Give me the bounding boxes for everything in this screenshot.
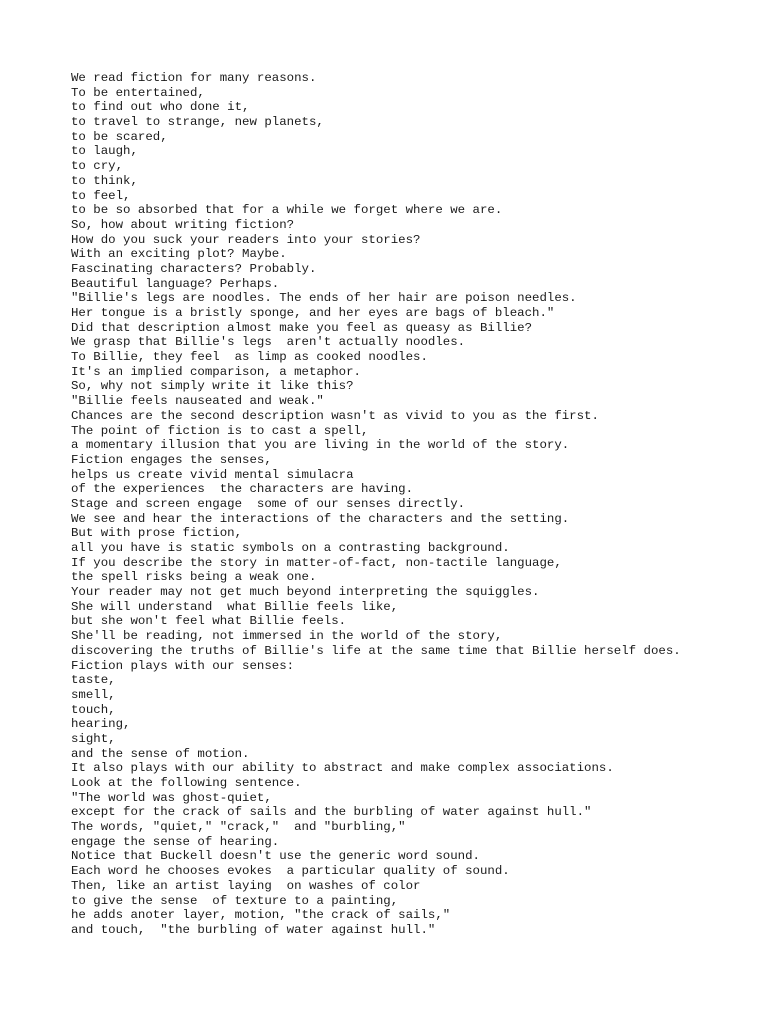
text-line: The point of fiction is to cast a spell,	[71, 423, 369, 438]
text-line: So, how about writing fiction?	[71, 217, 295, 232]
text-line: to laugh,	[71, 144, 138, 159]
text-line: all you have is static symbols on a contrasting background.	[71, 541, 510, 555]
text-line: She will understand what Billie feels like,	[71, 599, 399, 614]
text-line: It's an implied comparison, a metaphor.	[71, 364, 361, 379]
text-line: to be so absorbed that for a while we forget where we are.	[71, 203, 503, 218]
text-line: "Billie feels nauseated and weak."	[71, 394, 324, 409]
text-line: We see and hear the interactions of the characters and the setting.	[71, 511, 570, 526]
text-line: to travel to strange, new planets,	[71, 115, 324, 130]
text-line: Fiction plays with our senses:	[71, 658, 295, 673]
text-line: If you describe the story in matter-of-fact, non-tactile language,	[71, 555, 562, 570]
text-line: Chances are the second description wasn't as vivid to you as the first.	[71, 408, 599, 423]
text-line: the spell risks being a weak one.	[71, 570, 317, 585]
text-line: to feel,	[71, 188, 131, 203]
text-line: to be scared,	[71, 129, 168, 144]
text-line: "Billie's legs are noodles. The ends of her hair are poison needles.	[71, 291, 577, 306]
text-line: Each word he chooses evokes a particular quality of sound.	[71, 864, 510, 879]
text-line: of the experiences the characters are having.	[71, 482, 414, 497]
text-line: to think,	[71, 173, 138, 188]
text-line: It also plays with our ability to abstract and make complex associations.	[71, 761, 614, 776]
text-line: "The world was ghost-quiet,	[71, 790, 272, 805]
text-line: hearing,	[71, 717, 131, 732]
text-line: helps us create vivid mental simulacra	[71, 467, 354, 482]
text-line: and touch, "the burbling of water against hull."	[71, 922, 436, 937]
text-line: but she won't feel what Billie feels.	[71, 614, 347, 629]
text-line: he adds anoter layer, motion, "the crack of sails,"	[71, 908, 451, 923]
text-line: Stage and screen engage some of our senses directly.	[71, 496, 466, 511]
text-line: Notice that Buckell doesn't use the generic word sound.	[71, 849, 480, 864]
text-line: to cry,	[71, 159, 124, 174]
text-line: smell,	[71, 687, 116, 702]
document-text	[71, 71, 751, 938]
text-line: To Billie, they feel as limp as cooked noodles.	[71, 350, 428, 365]
text-line: Did that description almost make you feel as queasy as Billie?	[71, 320, 533, 335]
text-line: How do you suck your readers into your stories?	[71, 232, 421, 247]
text-line: a momentary illusion that you are living in the world of the story.	[71, 438, 570, 453]
text-line: Look at the following sentence.	[71, 776, 302, 790]
text-line: She'll be reading, not immersed in the world of the story,	[71, 629, 503, 644]
text-line: Her tongue is a bristly sponge, and her eyes are bags of bleach."	[71, 306, 555, 320]
text-line: To be entertained,	[71, 85, 205, 100]
text-line: to give the sense of texture to a painting,	[71, 893, 399, 908]
text-line: We read fiction for many reasons.	[71, 71, 317, 85]
text-line: Your reader may not get much beyond interpreting the squiggles.	[71, 585, 540, 600]
text-line: except for the crack of sails and the burbling of water against hull."	[71, 805, 592, 820]
text-line: touch,	[71, 702, 116, 717]
text-line: We grasp that Billie's legs aren't actually noodles.	[71, 335, 466, 350]
text-line: Fascinating characters? Probably.	[71, 261, 317, 276]
text-line: Then, like an artist laying on washes of color	[71, 878, 421, 893]
text-line: Beautiful language? Perhaps.	[71, 276, 280, 291]
text-line: taste,	[71, 673, 116, 688]
text-line: With an exciting plot? Maybe.	[71, 247, 287, 262]
text-line: and the sense of motion.	[71, 746, 250, 761]
text-line: discovering the truths of Billie's life at the same time that Billie herself does.	[71, 643, 681, 658]
text-line: So, why not simply write it like this?	[71, 379, 354, 394]
text-line: The words, "quiet," "crack," and "burbling,"	[71, 820, 406, 835]
text-line: engage the sense of hearing.	[71, 834, 280, 849]
text-line: But with prose fiction,	[71, 526, 243, 541]
text-line: Fiction engages the senses,	[71, 452, 272, 467]
text-line: to find out who done it,	[71, 100, 250, 115]
text-line: sight,	[71, 731, 116, 746]
